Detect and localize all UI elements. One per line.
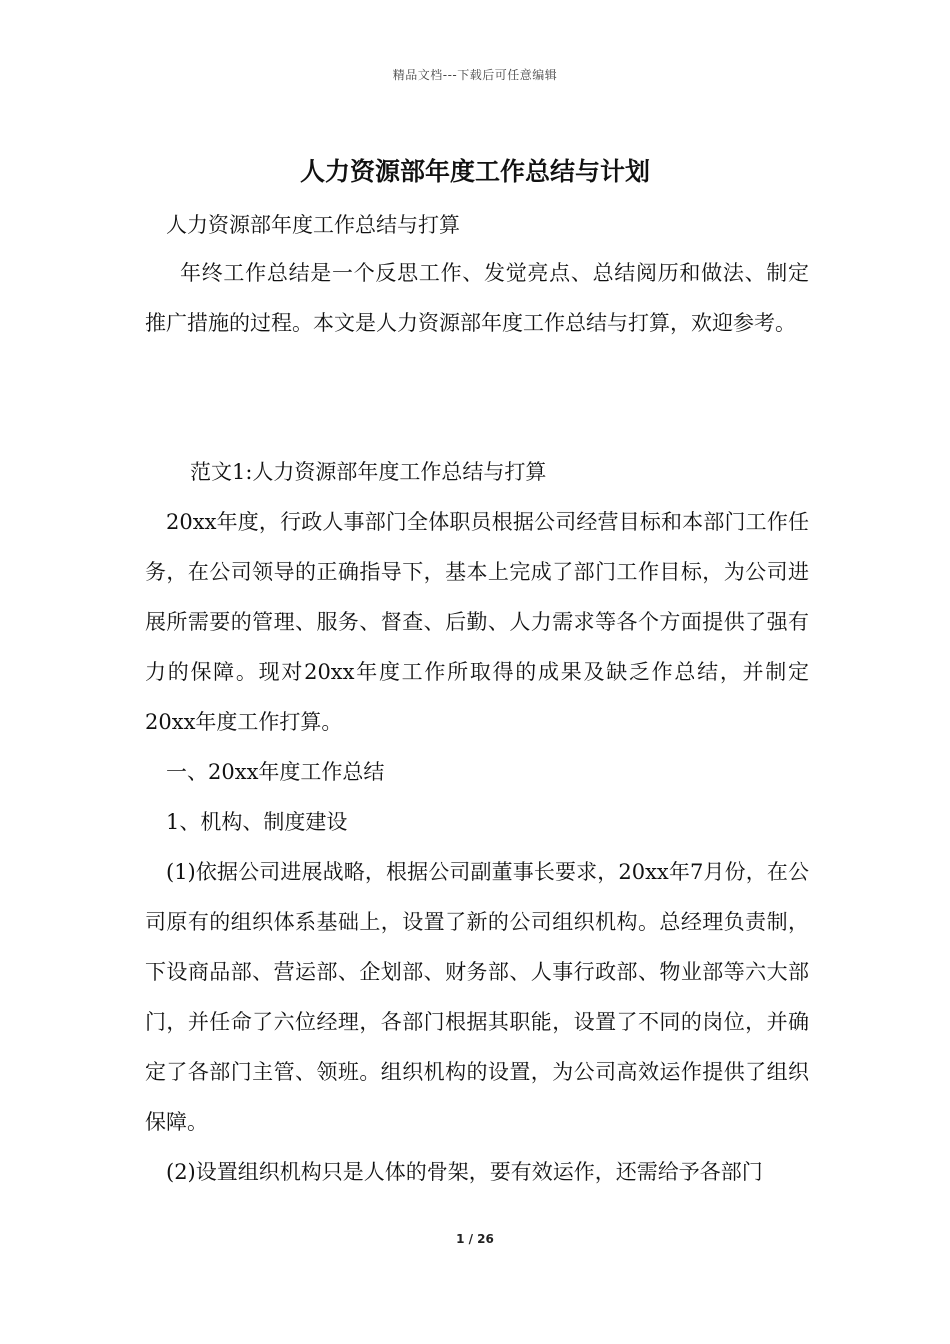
page-header: 精品文档---下载后可任意编辑	[392, 68, 558, 82]
paragraph-overview: 20xx年度，行政人事部门全体职员根据公司经营目标和本部门工作任务，在公司领导的正确指导下，基本上完成了部门工作目标，为公司进展所需要的管理、服务、督查、后勤、人力需求等各个方面提供了强有力的保障。现对20xx年度工作所取得的成果及缺乏作总结，并制定20xx年度工作打算。	[145, 510, 809, 734]
sample-heading: 范文1:人力资源部年度工作总结与打算	[190, 460, 547, 484]
paragraph-item-1: (1)依据公司进展战略，根据公司副董事长要求，20xx年7月份，在公司原有的组织体系基础上，设置了新的公司组织机构。总经理负责制，下设商品部、营运部、企划部、财务部、人事行政部、物业部等六大部门，并任命了六位经理，各部门根据其职能，设置了不同的岗位，并确定了各部门主管、领班。组织机构的设置，为公司高效运作提供了组织保障。	[145, 860, 809, 1134]
subsection-heading-1: 1、机构、制度建设	[166, 810, 348, 834]
section-heading-1: 一、20xx年度工作总结	[166, 760, 385, 784]
paragraph-item-2: (2)设置组织机构只是人体的骨架，要有效运作，还需给予各部门	[166, 1160, 763, 1184]
page-number: 1 / 26	[456, 1232, 494, 1246]
document-subtitle: 人力资源部年度工作总结与打算	[166, 213, 460, 237]
document-title: 人力资源部年度工作总结与计划	[299, 157, 650, 186]
intro-paragraph: 年终工作总结是一个反思工作、发觉亮点、总结阅历和做法、制定推广措施的过程。本文是人力资源部年度工作总结与打算，欢迎参考。	[145, 261, 809, 335]
